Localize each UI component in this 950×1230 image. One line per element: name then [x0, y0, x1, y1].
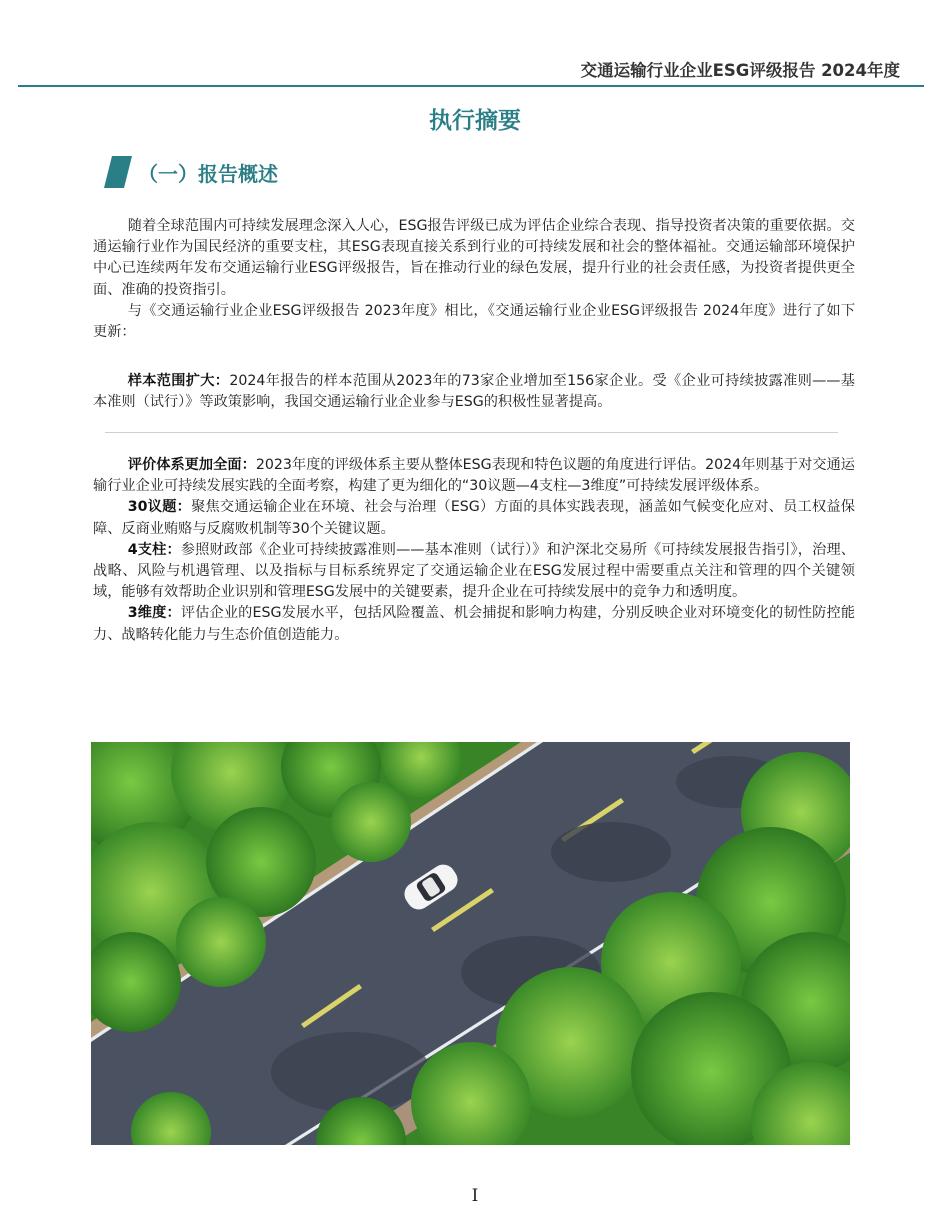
- section-marker-icon: [104, 156, 132, 188]
- intro-paragraph-1: 随着全球范围内可持续发展理念深入人心，ESG报告评级已成为评估企业综合表现、指导投资者决策的重要依据。交通运输行业作为国民经济的重要支柱，其ESG表现直接关系到行业的可持续发展和社会的整体福祉。交通运输部环境保护中心已连续两年发布交通运输行业ESG评级报告，旨在推动行业的绿色发展，提升行业的社会责任感，为投资者提供更全面、准确的投资指引。: [93, 218, 855, 298]
- dims-label: 3维度：: [127, 605, 181, 622]
- pillars-label: 4支柱：: [127, 541, 181, 558]
- intro-block: [93, 216, 855, 343]
- page-title: 执行摘要: [429, 108, 521, 134]
- sample-block: [93, 371, 855, 413]
- topics-label: 30议题：: [127, 499, 192, 516]
- aerial-road-photo: [91, 742, 850, 1145]
- system-paragraph: [93, 455, 855, 497]
- sample-text: 2024年报告的样本范围从2023年的73家企业增加至156家企业。受《企业可持续披露准则——基本准则（试行）》等政策影响，我国交通运输行业企业参与ESG的积极性显著提高。: [93, 373, 855, 411]
- dims-text: 评估企业的ESG发展水平，包括风险覆盖、机会捕捉和影响力构建，分别反映企业对环境变化的韧性防控能力、战略转化能力与生态价值创造能力。: [93, 605, 856, 643]
- running-header: 交通运输行业企业ESG评级报告 2024年度: [580, 61, 900, 80]
- sample-label: 样本范围扩大：: [127, 373, 230, 389]
- pillars-paragraph: [93, 540, 855, 604]
- intro-paragraph-2: 与《交通运输行业企业ESG评级报告 2023年度》相比，《交通运输行业企业ESG评级报告 2024年度》进行了如下更新：: [93, 302, 856, 341]
- topics-paragraph: [93, 497, 855, 539]
- section-heading: （一）报告概述: [138, 162, 278, 186]
- content-divider: [105, 432, 838, 433]
- header-divider: [18, 85, 924, 87]
- pillars-text: 参照财政部《企业可持续披露准则——基本准则（试行）》和沪深北交易所《可持续发展报告指引》，治理、战略、风险与机遇管理、以及指标与目标系统界定了交通运输企业在ESG发展过程中需要重点关注和管理的四个关键领域，能够有效帮助企业识别和管理ESG发展中的关键要素，提升企业在可持续发展中的竞争力和透明度。: [93, 541, 855, 601]
- dims-paragraph: [93, 603, 855, 645]
- sample-paragraph: [93, 371, 855, 413]
- system-text: 2023年度的评级体系主要从整体ESG表现和特色议题的角度进行评估。2024年则基于对交通运输行业企业可持续发展实践的全面考察，构建了更为细化的“30议题—4支柱—3维度”可持续发展评级体系。: [93, 457, 855, 495]
- topics-text: 聚焦交通运输企业在环境、社会与治理（ESG）方面的具体实践表现，涵盖如气候变化应对、员工权益保障、反商业贿赂与反腐败机制等30个关键议题。: [93, 499, 855, 537]
- system-block: [93, 455, 855, 646]
- system-label: 评价体系更加全面：: [127, 457, 256, 473]
- page-number: I: [471, 1186, 479, 1206]
